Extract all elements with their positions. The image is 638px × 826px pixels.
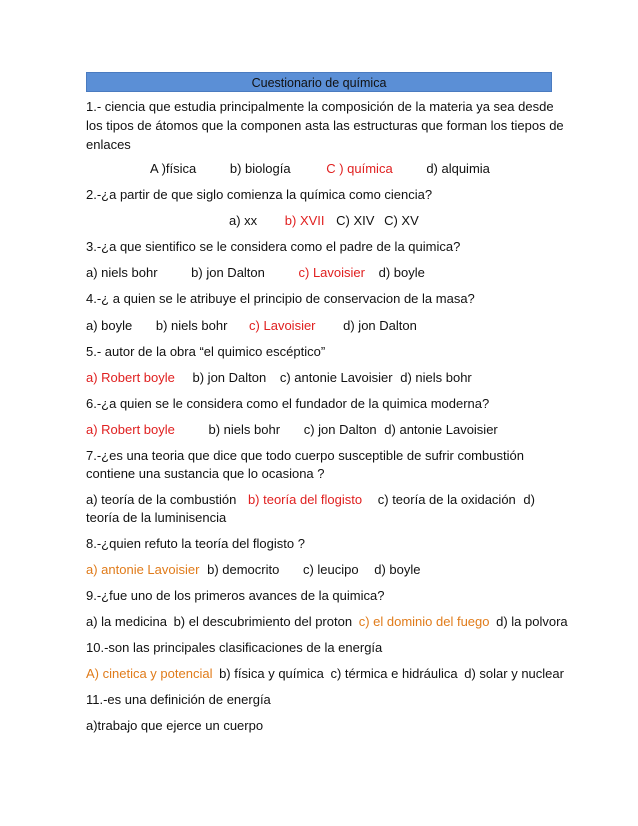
option-c-correct: C ) química bbox=[326, 161, 393, 176]
option-d: d) solar y nuclear bbox=[464, 666, 564, 681]
option-c: c) leucipo bbox=[302, 562, 359, 577]
option-a-correct: a) Robert boyle bbox=[86, 422, 175, 437]
question-5-text: 5.- autor de la obra “el quimico escéptico” bbox=[86, 344, 326, 359]
option-d: d) la polvora bbox=[496, 614, 568, 629]
option-a: a) teoría de la combustión bbox=[86, 492, 237, 507]
question-7-text-line-1: 7.-¿es una teoria que dice que todo cuerpo susceptible de sufrir combustión bbox=[86, 448, 524, 463]
option-a: a) xx bbox=[229, 213, 258, 228]
question-5-options bbox=[86, 370, 472, 386]
option-a: a) niels bohr bbox=[86, 265, 158, 280]
question-6-options bbox=[86, 422, 498, 438]
question-6-text: 6.-¿a quien se le considera como el fundador de la quimica moderna? bbox=[86, 396, 490, 411]
question-11-text: 11.-es una definición de energía bbox=[86, 692, 271, 707]
question-4-text: 4.-¿ a quien se le atribuye el principio de conservacion de la masa? bbox=[86, 291, 475, 306]
header-bar bbox=[86, 72, 552, 92]
option-b: b) jon Dalton bbox=[191, 265, 265, 280]
option-c: C) XIV bbox=[336, 213, 375, 228]
option-c: c) térmica e hidráulica bbox=[330, 666, 458, 681]
question-8-options bbox=[86, 562, 420, 578]
question-2-text: 2.-¿a partir de que siglo comienza la química como ciencia? bbox=[86, 187, 433, 202]
option-b: b) jon Dalton bbox=[192, 370, 267, 385]
question-3-text: 3.-¿a que sientifico se le considera como el padre de la quimica? bbox=[86, 239, 461, 254]
option-d: d) jon Dalton bbox=[343, 318, 417, 333]
option-b-correct: b) XVII bbox=[284, 213, 325, 228]
option-a-correct: a) antonie Lavoisier bbox=[86, 562, 200, 577]
option-b: b) niels bohr bbox=[155, 318, 228, 333]
option-d: d) alquimia bbox=[426, 161, 490, 176]
option-c: c) jon Dalton bbox=[303, 422, 377, 437]
option-a: a) boyle bbox=[86, 318, 133, 333]
option-d: d) boyle bbox=[378, 265, 425, 280]
question-3-options bbox=[86, 265, 425, 281]
question-10-text: 10.-son las principales clasificaciones de la energía bbox=[86, 640, 383, 655]
option-b: b) física y química bbox=[219, 666, 324, 681]
question-9-text: 9.-¿fue uno de los primeros avances de la quimica? bbox=[86, 588, 385, 603]
question-1-text-line-2: los tipos de átomos que la componen asta las estructuras que forman los tiepos de bbox=[86, 118, 564, 133]
option-b: b) niels bohr bbox=[208, 422, 281, 437]
option-b: b) el descubrimiento del proton bbox=[173, 614, 353, 629]
option-c-correct: c) Lavoisier bbox=[249, 318, 316, 333]
question-7-options bbox=[86, 492, 535, 508]
question-11-option-a: a)trabajo que ejerce un cuerpo bbox=[86, 718, 264, 733]
option-c-correct: c) el dominio del fuego bbox=[358, 614, 490, 629]
option-d: d) niels bohr bbox=[400, 370, 472, 385]
question-2-options bbox=[229, 213, 419, 229]
option-d: d) antonie Lavoisier bbox=[384, 422, 498, 437]
option-c: c) teoría de la oxidación bbox=[377, 492, 516, 507]
option-d: d) bbox=[523, 492, 535, 507]
question-9-options bbox=[86, 614, 568, 630]
option-c-correct: c) Lavoisier bbox=[298, 265, 365, 280]
question-7-text-line-2: contiene una sustancia que lo ocasiona ? bbox=[86, 466, 325, 481]
option-b: b) democrito bbox=[207, 562, 280, 577]
question-8-text: 8.-¿quien refuto la teoría del flogisto ? bbox=[86, 536, 305, 551]
option-a: a) la medicina bbox=[86, 614, 167, 629]
option-c: c) antonie Lavoisier bbox=[279, 370, 393, 385]
page-title: Cuestionario de química bbox=[251, 76, 387, 90]
option-d: C) XV bbox=[384, 213, 419, 228]
question-7-option-d-continued: teoría de la luminisencia bbox=[86, 510, 227, 525]
question-1-options bbox=[150, 161, 490, 177]
question-1-text-line-1: 1.- ciencia que estudia principalmente la composición de la materia ya sea desde bbox=[86, 99, 554, 114]
question-4-options bbox=[86, 318, 417, 334]
option-a-correct: A) cinetica y potencial bbox=[86, 666, 213, 681]
option-b: b) biología bbox=[229, 161, 291, 176]
option-a-correct: a) Robert boyle bbox=[86, 370, 175, 385]
option-d: d) boyle bbox=[374, 562, 421, 577]
option-b-correct: b) teoría del flogisto bbox=[247, 492, 363, 507]
question-1-text-line-3: enlaces bbox=[86, 137, 131, 152]
question-10-options bbox=[86, 666, 564, 682]
option-a: A )física bbox=[150, 161, 197, 176]
